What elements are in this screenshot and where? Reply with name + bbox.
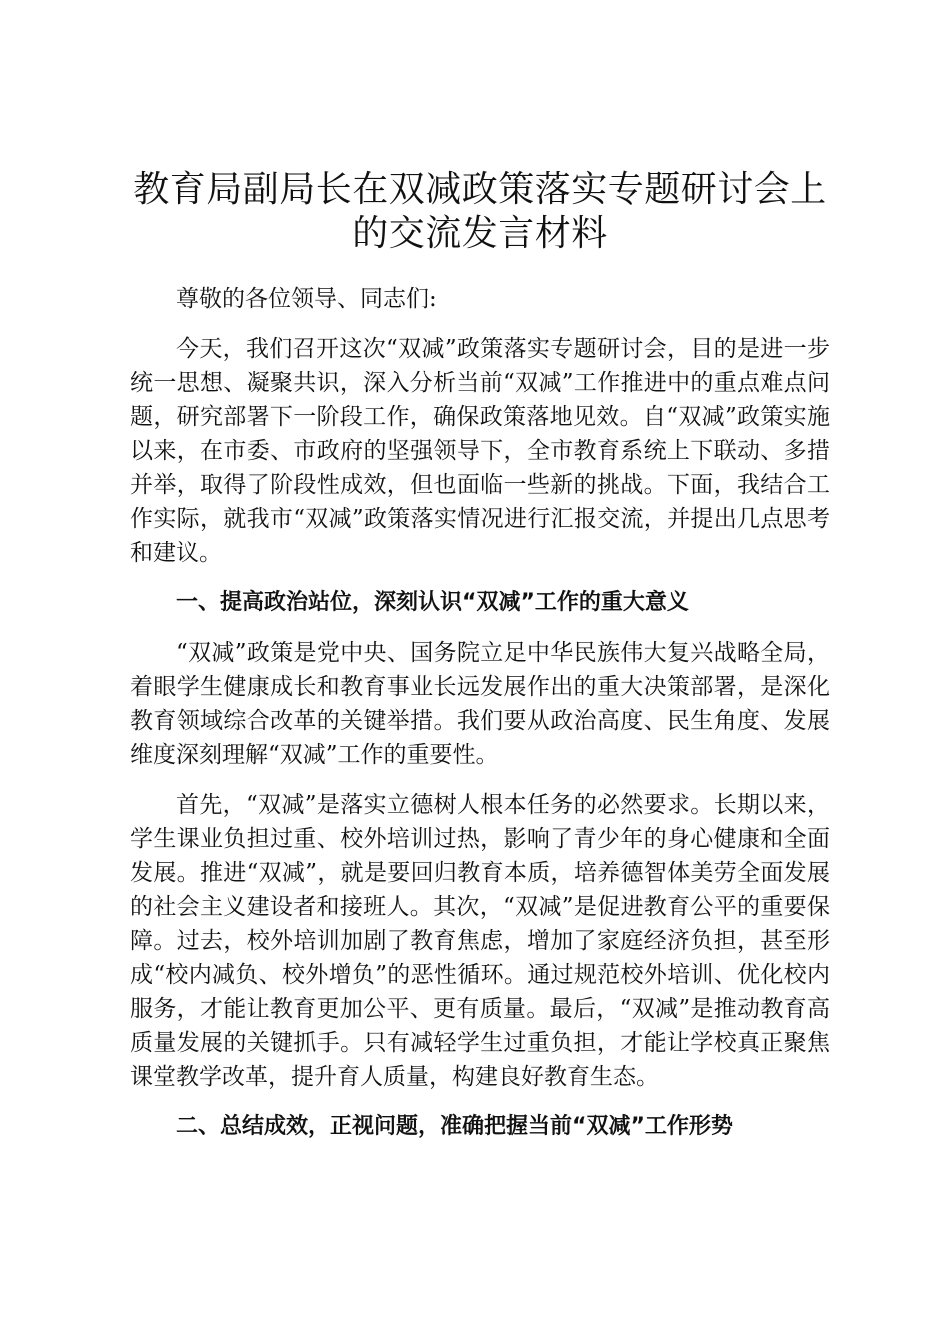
section1-paragraph-2: 首先，“双减”是落实立德树人根本任务的必然要求。长期以来，学生课业负担过重、校外培训过热，影响了青少年的身心健康和全面发展。推进“双减”，就是要回归教育本质，培养德智体美劳全面发展的社会主义建设者和接班人。其次，“双减”是促进教育公平的重要保障。过去，校外培训加剧了教育焦虑，增加了家庭经济负担，甚至形成“校内减负、校外增负”的恶性循环。通过规范校外培训、优化校内服务，才能让教育更加公平、更有质量。最后，“双减”是推动教育高质量发展的关键抓手。只有减轻学生过重负担，才能让学校真正聚焦课堂教学改革，提升育人质量，构建良好教育生态。 (130, 792, 830, 1090)
section1-paragraph-1: “双减”政策是党中央、国务院立足中华民族伟大复兴战略全局，着眼学生健康成长和教育事业长远发展作出的重大决策部署，是深化教育领域综合改革的关键举措。我们要从政治高度、民生角度、发展维度深刻理解“双减”工作的重要性。 (130, 640, 830, 768)
document-body (130, 168, 830, 1160)
document-title: 教育局副局长在双减政策落实专题研讨会上的交流发言材料 (133, 169, 827, 254)
intro-paragraph: 今天，我们召开这次“双减”政策落实专题研讨会，目的是进一步统一思想、凝聚共识，深入分析当前“双减”工作推进中的重点难点问题，研究部署下一阶段工作，确保政策落地见效。自“双减”政策实施以来，在市委、市政府的坚强领导下，全市教育系统上下联动、多措并举，取得了阶段性成效，但也面临一些新的挑战。下面，我结合工作实际，就我市“双减”政策落实情况进行汇报交流，并提出几点思考和建议。 (130, 336, 830, 566)
section-heading-2: 二、总结成效，正视问题，准确把握当前“双减”工作形势 (176, 1114, 733, 1139)
section-heading-1: 一、提高政治站位，深刻认识“双减”工作的重大意义 (176, 590, 689, 615)
salutation: 尊敬的各位领导、同志们: (176, 286, 437, 312)
